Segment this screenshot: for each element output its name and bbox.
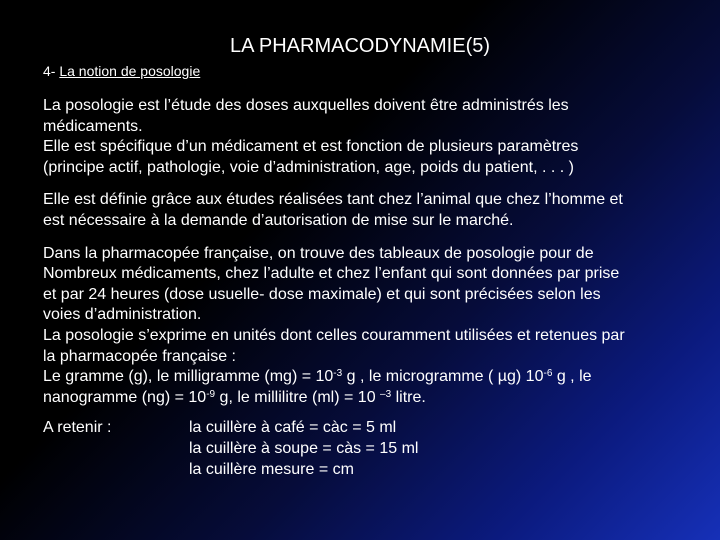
text-line: voies d’administration.: [43, 306, 202, 324]
text-line: (principe actif, pathologie, voie d’administration, age, poids du patient, . . . ): [43, 158, 574, 176]
retenir-item: la cuillère mesure = cm: [189, 460, 354, 478]
exponent: -3: [333, 368, 343, 380]
text-line: est nécessaire à la demande d’autorisation de mise sur le marché.: [43, 211, 514, 229]
units-text: Le gramme (g), le milligramme (mg) = 10: [43, 368, 334, 386]
text-line: médicaments.: [43, 117, 143, 135]
section-title: La notion de posologie: [59, 63, 201, 79]
units-text: g , le microgramme ( µg) 10: [342, 368, 544, 386]
exponent: -9: [206, 388, 216, 400]
text-line: Nombreux médicaments, chez l’adulte et chez l’enfant qui sont données par prise: [43, 265, 620, 283]
text-line: la pharmacopée française :: [43, 347, 236, 365]
text-line: La posologie est l’étude des doses auxquelles doivent être administrés les: [43, 97, 569, 114]
units-line: [43, 388, 708, 409]
retenir-item: la cuillère à soupe = càs = 15 ml: [189, 439, 419, 457]
slide-title: LA PHARMACODYNAMIE(5): [229, 35, 491, 57]
units-text: g, le millilitre (ml) = 10: [215, 388, 381, 406]
units-text: litre.: [391, 388, 426, 406]
text-line: et par 24 heures (dose usuelle- dose maximale) et qui sont précisées selon les: [43, 285, 601, 303]
paragraph-definition: [43, 96, 708, 178]
paragraph-spacer: [43, 232, 708, 244]
units-text: nanogramme (ng) = 10: [43, 388, 207, 406]
retenir-label: A retenir :: [43, 419, 112, 437]
paragraph-studies: [43, 190, 708, 231]
paragraph-spacer: [43, 178, 708, 190]
slide-body: [43, 96, 708, 480]
retenir-item: la cuillère à café = càc = 5 ml: [189, 419, 397, 437]
text-line: Dans la pharmacopée française, on trouve des tableaux de posologie pour de: [43, 244, 594, 262]
text-line: Elle est définie grâce aux études réalisées tant chez l’animal que chez l’homme et: [43, 191, 623, 209]
section-number: 4-: [43, 63, 60, 79]
retenir-list: [189, 418, 418, 480]
text-line: La posologie s’exprime en unités dont celles couramment utilisées et retenues par: [43, 326, 625, 344]
exponent: -6: [543, 368, 553, 380]
units-text: g , le: [552, 368, 592, 386]
text-line: Elle est spécifique d’un médicament et est fonction de plusieurs paramètres: [43, 138, 579, 156]
units-line: [43, 367, 708, 388]
retenir-block: [43, 418, 708, 480]
paragraph-pharmacopoeia: [43, 244, 708, 409]
exponent: –3: [380, 388, 392, 400]
section-heading: [43, 62, 200, 80]
